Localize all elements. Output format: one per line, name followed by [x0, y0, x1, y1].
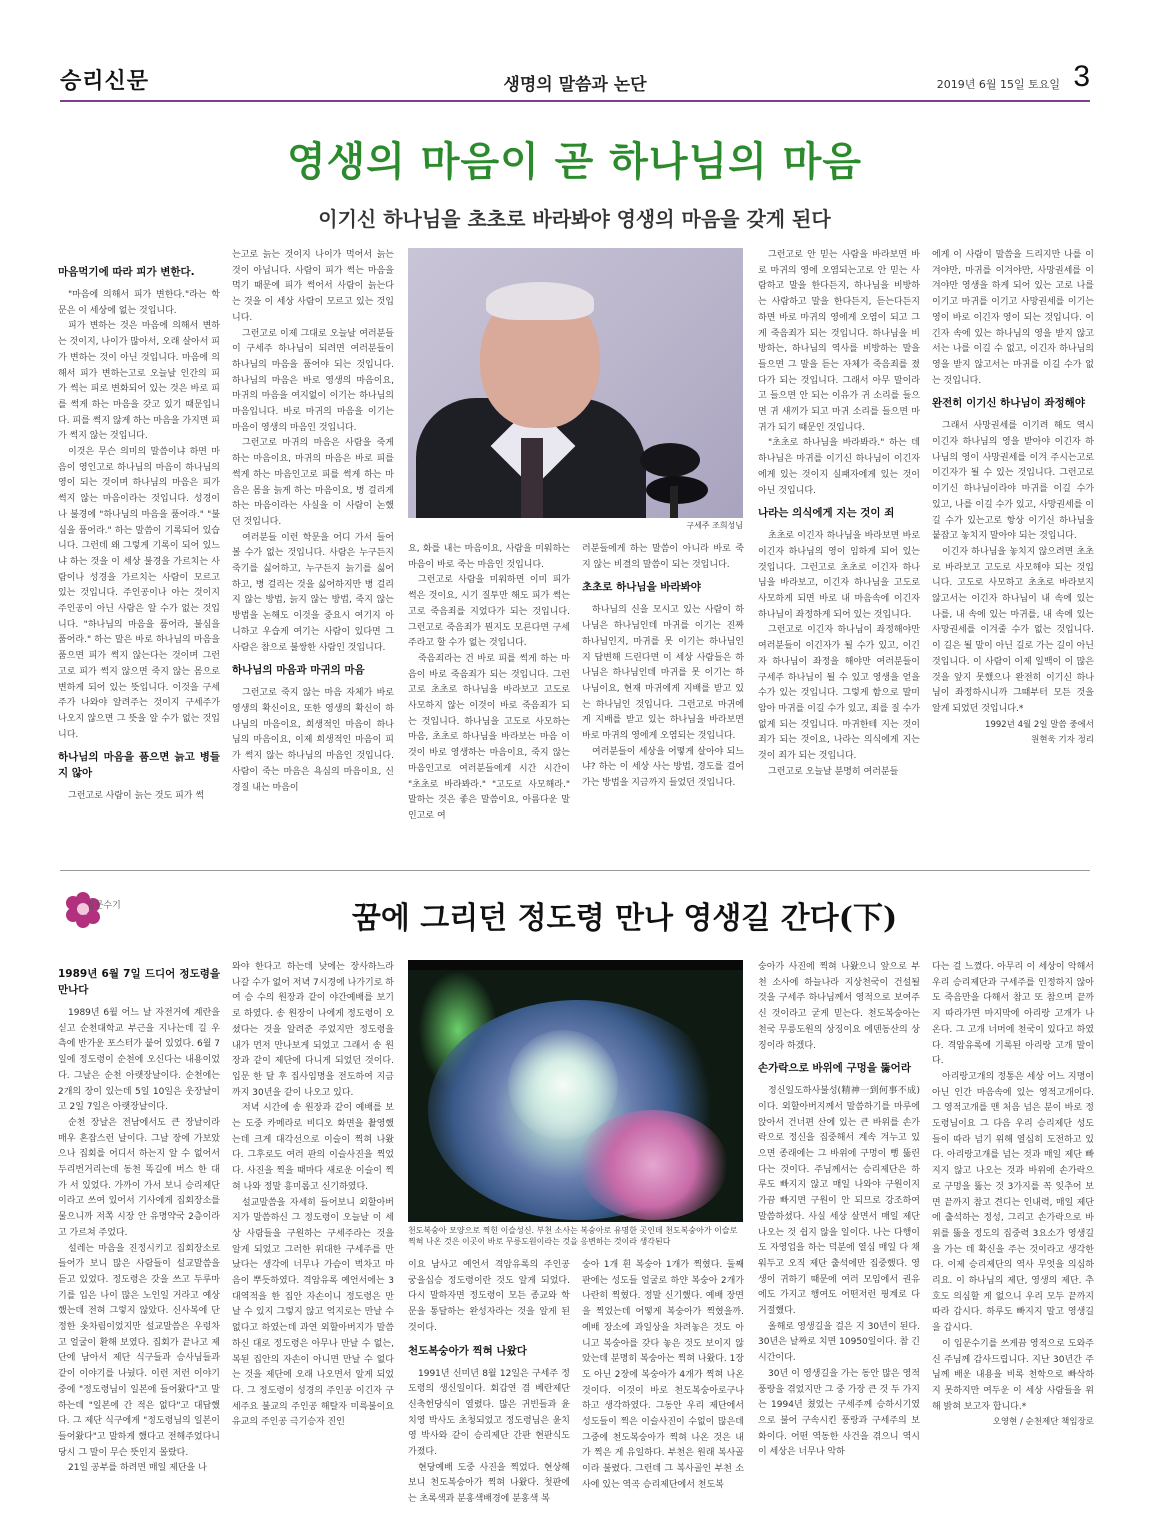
paragraph: 여러분들이 세상을 어떻게 살아야 되느냐? 하는 이 세상 사는 방법, 경도를 걸어가는 방법을 지금까지 들었던 것입니다. — [582, 746, 744, 789]
paragraph: 아리랑고개의 정통은 세상 어느 지명이 아닌 인간 마음속에 있는 영적고개이다. 그 영적고개를 맨 처음 넘은 분이 바로 정도령님이요 그 다음 우리 승리제단 성도들이 따라 넘기 위해 열심히 도전하고 있다. 아리랑고개를 넘는 것과 매일 제단 빠지지 않고 나오는 것과 바위에 손가락으로 구멍을 뚫는 것 3가지를 꼭 잊추어 보면 끝까지 참고 견디는 인내력, 매일 제단에 출석하는 정성, 그리고 손가락으로 바위를 뚫을 정도의 집중력 3요소가 영생길을 가는 데 확신을 주는 것이라고 생각한다. 이제 승리제단의 역사 무엇을 의심하리요. 이 하나님의 제단, 영생의 제단. 추호도 의심할 게 없으니 우리 모두 끝까지 따라 갑시다. 하루도 빠지지 말고 영생길을 갑시다. — [932, 1071, 1094, 1334]
paragraph: 죽음죄라는 건 바로 피를 썩게 하는 마음이 바로 죽음죄가 되는 것입니다. 그런고로 초초로 하나님을 바라보고 고도로 사모하지 않는 이것이 바로 죽음죄가 되는 것입니다. 하나님을 고도로 사모하는 마음, 초초로 하나님을 바라보는 마음 이것이 바로 영생하는 마음이요, 죽지 않는 마음인고로 여러분들에게 시간 시간이 "초초로 바라봐라." "고도로 사모해라." 말하는 것은 좋은 말씀이요, 아름다운 말인고로 여 — [408, 653, 570, 821]
byline: 오영현 / 순천제단 책임장로 — [992, 1417, 1094, 1428]
paragraph: 1991년 신미년 8월 12일은 구세주 정도령의 생신일이다. 회갑연 겸 베란제단 신축헌당식이 열렸다. 많은 귀빈들과 윤치영 박사도 초청되었고 정도령님은 윤치영 박사와 같이 승리제단 간판 현판식도 가졌다. — [408, 1368, 570, 1458]
article2-headline: 꿈에 그리던 정도령 만나 영생길 간다(下) — [351, 901, 898, 936]
paragraph: 저녁 시간에 송 원장과 같이 예배를 보는 도중 카메라로 비디오 화면을 촬영했는데 크게 대각선으로 이슬이 찍혀 나왔다. 그후로도 여러 판의 이슬사진을 찍었다. 사진을 찍을 때마다 새로운 이슬이 찍혀 나와 정말 흥미롭고 신기하였다. — [232, 1103, 394, 1192]
section-divider — [60, 870, 1090, 871]
paragraph: 러분들에게 하는 말씀이 아니라 바로 죽지 않는 비결의 말씀이 되는 것입니다. — [582, 544, 744, 570]
article2-column-5 — [758, 960, 920, 1528]
paragraph: 와야 한다고 하는데 낮에는 장사하느라 나갈 수가 없어 저녁 7시경에 나가기로 하여 승 수의 원장과 같이 야간예배를 보기로 하였다. 송 원장이 나에게 정도령이 오셨다는 것을 알려준 주었지만 정도령을 내가 먼저 만나보게 되었고 그래서 송 원장과 같이 제단에 다니게 되었던 것이다. 입문 한 달 후 집사임명을 전도하여 지금까지 30년을 같이 나오고 있다. — [232, 962, 394, 1098]
article1-column-5 — [758, 248, 920, 868]
article1-column-1 — [58, 258, 220, 868]
paragraph: 현당예배 도중 사진을 찍었다. 현상해 보니 천도복숭아가 찍혀 나왔다. 첫판에는 초록색과 분홍색배경에 분홍색 복 — [408, 1462, 570, 1505]
paragraph: 그런고로 죽지 않는 마음 자체가 바로 영생의 확신이요, 또한 영생의 확신이 하나님의 마음이요, 희생적인 마음이 하나님의 마음이요, 이제 희생적인 마음이 피가 썩지 않는 하나님의 마음인 것입니다. 사람이 죽는 마음은 욕심의 마음이요, 신경질 내는 마음이 — [232, 688, 394, 793]
dew-photo — [408, 960, 743, 1222]
subheading: 하나님의 마음과 마귀의 마음 — [232, 664, 365, 677]
paragraph: 그런고로 이긴자 하나님이 좌정해야만 여러분들이 이긴자가 될 수가 있고, 이긴자 하나님이 좌정을 해야만 여러분들이 구세주 하나님이 될 수 있고 영생을 얻을 수가 있는 것입니다. 그렇게 함으로 말미암아 마귀를 이길 수가 있고, 죄를 질 수가 없게 되는 것입니다. 마귀한테 지는 것이 죄가 되는 것이요, 나라는 의식에게 지는 것이 죄가 되는 것입니다. — [758, 625, 920, 762]
page-number: 3 — [1073, 60, 1090, 93]
article2-column-6 — [932, 960, 1094, 1528]
paragraph: 그런고로 이제 그대로 오늘날 여러분들이 구세주 하나님이 되려면 여러분들이 하나님의 마음을 품어야 되는 것입니다. 하나님의 마음은 바로 영생의 마음이요, 마귀의 마음을 여지없이 이기는 하나님의 마음입니다. 바로 마귀의 마음을 이기는 마음이 영생의 마음인 것입니다. — [232, 328, 394, 433]
paragraph: 요, 화를 내는 마음이요, 사람을 미워하는 마음이 바로 죽는 마음인 것입니다. — [408, 544, 570, 570]
paragraph: 다는 걸 느꼈다. 아무리 이 세상이 악해서 우리 승리제단과 구세주를 인정하지 않아도 죽음만을 다해서 참고 또 참으며 끝까지 따라가면 마지막에 아리랑 고개가 나온다. 그 고개 너머에 천국이 있다고 하였다. 격암유록에 기록된 아리랑 고개 말이다. — [932, 962, 1094, 1067]
speaker-photo — [408, 248, 743, 518]
paragraph: 그래서 사망권세를 이기려 해도 역시 이긴자 하나님의 영을 받아야 이긴자 하나님의 영이 사망권세를 이겨 주시는고로 이긴자가 될 수 있는 것입니다. 그런고로 이기신 하나님이라야 마귀를 이길 수가 있고, 나를 이길 수가 있고, 사망권세를 이길 수가 있는고로 항상 이기신 하나님을 붙잡고 놓치지 말아야 되는 것입니다. — [932, 421, 1094, 542]
subheading: 완전히 이기신 하나님이 좌정해야 — [932, 397, 1085, 410]
paragraph: 그런고로 사람이 늙는 것도 피가 썩 — [68, 791, 205, 802]
subheading: 나라는 의식에게 지는 것이 죄 — [758, 507, 895, 520]
paragraph: "초초로 하나님을 바라봐라." 하는 데 하나님은 마귀를 이기신 하나님이 이긴자에게 있는 것이지 실패자에게 있는 것이 아닌 것입니다. — [758, 438, 920, 496]
subheading: 1989년 6월 7일 드디어 정도령을 만나다 — [58, 968, 220, 996]
paragraph: 1989년 6월 어느 날 자전거에 계란을 싣고 순천대학교 부근을 지나는데 길 우측에 반가운 포스터가 붙어 있었다. 6월 7일에 정도령이 순천에 오신다는 내용이었다. 그날은 순천 아랫장날이다. 순천에는 2개의 장이 있는데 5일 10일은 웃장날이고 2일 7일은 아랫장날이다. — [58, 1008, 220, 1113]
column-label: 입문수기 — [86, 901, 121, 911]
paragraph: 올해로 영생길을 걸은 지 30년이 된다. 30년은 날짜로 치면 10950일이다. 참 긴 시간이다. — [758, 1321, 920, 1364]
paragraph: 초초로 이긴자 하나님을 바라보면 바로 이긴자 하나님의 영이 임하게 되어 있는 것입니다. 그런고로 초초로 이긴자 하나님을 바라보고, 이긴자 하나님을 고도로 사모하게 되면 바로 내 마음속에 이긴자 하나님이 좌정하게 되어 있는 것입니다. — [758, 531, 920, 620]
article2-column-3 — [408, 1258, 570, 1528]
byline: 1992년 4월 2일 말씀 중에서 — [985, 719, 1094, 730]
paragraph: 여러분들 이런 학문을 어디 가서 들어볼 수가 없는 것입니다. 사람은 누구든지 죽기를 싫어하고, 누구든지 늙기를 싫어하고, 병 걸리는 것을 싫어하지만 병 걸리지 않는 방법, 늙지 않는 방법, 죽지 않는 방법을 논해도 이것을 중요시 여기지 아니하고 우습게 여기는 사람이 있다면 그 사람은 참으로 불쌍한 사람인 것입니다. — [232, 532, 394, 653]
paragraph: 정신일도하사불성(精神一到何事不成)이다. 외할아버지께서 말씀하기를 마루에 앉아서 건너편 산에 있는 큰 바위를 손가락으로 정신을 집중해서 계속 겨누고 있으면 종래에는 그 바위에 구멍이 뻥 뚫린다는 것이다. 주님께서는 승리제단은 하루도 빠지지 않고 매일 나와야 구원이지 가끔 빠지면 구원이 안 되므로 강조하여 말씀하셨다. 사실 세상 살면서 매일 제단 나오는 것 쉽지 않을 일이다. 나는 다행이도 자영업을 하는 덕분에 열심 매일 다 채워두고 오직 제단 출석에만 집중했다. 영생이 귀하기 때문에 여러 모임에서 권유에도 가지고 행여도 어떤저런 핑계로 다 거절했다. — [758, 1086, 920, 1317]
article1-column-2 — [232, 248, 394, 868]
byline: 원현욱 기자 정리 — [1031, 735, 1094, 746]
subheading: 천도복숭아가 찍혀 나왔다 — [408, 1344, 527, 1357]
paragraph: 피가 변하는 것은 마음에 의해서 변하는 것이지, 나이가 많아서, 오래 살아서 피가 변하는 것이 아닌 것입니다. 마음에 의해서 피가 변하는고로 오늘날 인간의 피가 썩는 피로 변화되어 있는 것은 바로 피를 썩게 하는 마음을 갖고 있기 때문입니다. 피를 썩지 않게 하는 마음을 가지면 피가 썩지 않는 것입니다. — [58, 321, 220, 442]
subheading: 마음먹기에 따라 피가 변한다. — [58, 266, 195, 278]
article1-subheadline: 이기신 하나님을 초초로 바라봐야 영생의 마음을 갖게 된다 — [318, 207, 831, 231]
article1-column-4 — [582, 542, 744, 868]
article2-column-4 — [582, 1258, 744, 1528]
speaker-photo-caption: 구세주 조희성님 — [686, 521, 743, 530]
article2-column-2 — [232, 960, 394, 1528]
subheading: 손가락으로 바위에 구멍을 뚫어라 — [758, 1062, 911, 1075]
newspaper-name: 승리신문 — [60, 69, 150, 94]
paragraph: 숭아 1개 흰 복숭아 1개가 찍혔다. 둘째 판에는 성도들 얼굴로 하얀 복숭아 2개가 나란히 찍혔다. 정말 신기했다. 예배 장면을 찍었는데 어떻게 복숭아가 찍혔을까. 예배 장소에 과일상을 차려놓은 것도 아니고 복숭아를 갖다 놓은 것도 보이지 않았는데 분명히 복숭아는 찍혀 나왔다. 1장도 아닌 2장에 복숭아가 4개가 찍혀 나온 것이다. 이것이 바로 천도복숭아로구나 하고 생각하였다. 그동안 우리 제단에서 성도들이 찍은 이슬사진이 수없이 많은데 그중에 천도복숭아가 찍혀 나온 것은 내가 찍은 게 유일하다. 부천은 원래 복사골이라 불렸다. 그런데 그 복사골인 부천 소사에 있는 역곡 승리제단에서 천도복 — [582, 1260, 744, 1490]
paragraph: 30년 이 영생길을 가는 동안 많은 영적 풍랑을 겪었지만 그 중 가장 큰 것 두 가지는 1994년 쳤었는 구세주께 승하시기였으로 불어 구속시킨 풍랑과 구세주의 보화이다. 어떤 역동한 사건을 겪으니 역시 이 세상은 너무나 악하 — [758, 1368, 920, 1458]
paragraph: 그런고로 마귀의 마음은 사람을 죽게 하는 마음이요, 마귀의 마음은 바로 피를 썩게 하는 마음인고로 피를 썩게 하는 마음은 몸을 늙게 하는 마음이요, 병 걸리게 하는 마음이라는 사실을 이 사람이 논했던 것입니다. — [232, 438, 394, 527]
paragraph: 21일 공부를 하려면 매일 제단을 나 — [68, 1463, 207, 1474]
paragraph: 그런고로 오늘날 분명히 여러분들 — [768, 766, 899, 777]
paragraph: 하나님의 신을 모시고 있는 사람이 하나님은 하나님인데 마귀를 이기는 진짜 하나님인지, 마귀를 못 이기는 하나님인지 답변해 드린다면 이 세상 사람들은 하나님은 하나님인데 마귀를 못 이기는 하나님이요, 현재 마귀에게 지배를 받고 있는 하나님인 것입니다. 그런고로 마귀에게 지배를 받고 있는 하나님을 바라보면 바로 마귀의 영에게 오염되는 것입니다. — [582, 605, 744, 742]
paragraph: 이 입문수기를 쓰게끔 영적으로 도와주신 주님께 감사드립니다. 지난 30년간 주님께 배운 내용을 비록 천학으로 빠삭하지 못하지만 여두운 이 세상 사람들을 위해 밝혀 보고자 합니다.* — [932, 1338, 1094, 1412]
paragraph: 숭아가 사진에 찍혀 나왔으니 앞으로 부천 소사에 하늘나라 지상천국이 건설될 것을 구세주 하나님께서 영적으로 보여주신 것이라고 굳게 믿는다. 천도복숭아는 천국 무릉도원의 상징이요 에덴동산의 상징이라 하겠다. — [758, 962, 920, 1051]
subheading: 초초로 하나님을 바라봐야 — [582, 581, 701, 594]
paragraph: 그런고로 안 믿는 사람을 바라보면 바로 마귀의 영에 오염되는고로 안 믿는 사람하고 말을 한다든지, 하나님을 비방하는 사람하고 말을 한다든지, 듣는다든지 하면 바로 마귀의 영에게 오염이 되고 그게 죽음죄가 되는 것입니다. 하나님을 비방하는, 하나님의 역사를 비방하는 말을 들으면 그 말을 듣는 자체가 죽음죄를 졌다가 되는 것입니다. 그래서 아무 말이라고 들으면 안 되는 이유가 귀 소리를 들으면 귀 새끼가 되고 마귀 소리를 들으면 마귀가 되기 때문인 것입니다. — [758, 250, 920, 433]
paragraph: 설레는 마음을 진정시키고 집회장소로 들어가 보니 많은 사람들이 설교말씀을 듣고 있었다. 정도령은 갓을 쓰고 두루마기를 입은 나이 많은 노인일 거라고 예상했는데 전혀 그렇지 않았다. 신사복에 단정한 옷차림이었지만 설교말씀은 우렁차고 얼굴이 환해 보였다. 집회가 끝나고 제단에 남아서 제단 식구들과 승사님들과 같이 이야기를 나눴다. 이런 저런 이야기 중에 "정도령님이 일본에 들어왔다"고 말하는데 "일본에 간 적은 없다"고 대답했다. 그 제단 식구에게 "정도령님의 일본이 들어왔다"고 말하게 했다고 전해주었다니 당시 그 말이 무슨 뜻인지 몰랐다. — [58, 1243, 220, 1458]
paragraph: 이것은 무슨 의미의 말씀이냐 하면 마음이 영인고로 하나님의 마음이 하나님의 영이 되는 것이며 하나님의 마음은 피가 썩지 않는 마음이라는 것입니다. 성경이나 불경에 "하나님의 마음을 품어라." "불심을 품어라." 하는 말씀이 기록되어 있습니다. 그런데 왜 그렇게 기록이 되어 있느냐 하는 것을 이 세상 불경을 가르치는 사람이나 성경을 가르치는 사람이 모르고 있는 것입니다. 주인공이나 아는 것이지 주인공이 아닌 사람은 알 수가 없는 것입니다. "하나님의 마음을 품어라, 불심을 품어라." 하는 말은 바로 하나님의 마음을 품으면 피가 썩지 않는다는 것이며 그런고로 피가 썩지 않으면 죽지 않는 몸으로 변하게 되어 있는 뜻입니다. 이것을 구세주가 나와야 알려주는 것이지 구세주가 나오지 않으면 그 뜻을 알 수가 없는 것입니다. — [58, 447, 220, 740]
paragraph: 이긴자 하나님을 놓치지 않으려면 초초로 바라보고 고도로 사모해야 되는 것입니다. 고도로 사모하고 초초로 바라보지 않고서는 이긴자 하나님이 내 속에 있는 나를, 내 속에 있는 마귀를, 내 속에 있는 사망권세를 이겨줄 수가 없는 것입니다. 이 길은 될 말이 아닌 길로 가는 길이 아닌 것입니다. 이 사람이 이제 일백이 이 많은 것을 앞지 못했으나 완전히 이기신 하나님이 좌정하시니까 그때부터 모든 것을 알게 되었던 것입니다.* — [932, 546, 1094, 714]
paragraph: 설교말씀을 자세히 들어보니 외할아버지가 말씀하신 그 정도령이 오늘날 이 세상 사람들을 구원하는 구세주라는 것을 알게 되었고 그러한 위대한 구세주를 만났다는 생각에 너무나 가슴이 벅차고 마음이 뿌듯하였다. 격암유록 예언서에는 3대역적을 한 집안 자손이니 정도령은 만날 수 있지 그렇지 않고 억지로는 만날 수 없다고 하였는데 과연 외할아버지가 말씀하신 대로 정도령은 아무나 만날 수 없는, 복된 집안의 자손이 아니면 만날 수 없다는 것을 제단에 오래 나오면서 알게 되었다. 그 정도령이 성경의 주인공 이긴자 구세주요 불교의 주인공 해탈자 미륵불이요 유교의 주인공 극기승자 진인 — [232, 1197, 394, 1428]
paragraph: 그런고로 사람을 미워하면 이미 피가 썩은 것이요, 시기 질투만 해도 피가 썩는고로 죽음죄를 지었다가 되는 것입니다. 그런고로 죽음죄가 뭔지도 모른다면 구세주라고 할 수가 없는 것입니다. — [408, 575, 570, 649]
paragraph: 는고로 늙는 것이지 나이가 먹어서 늙는 것이 아닙니다. 사람이 피가 썩는 마음을 먹기 때문에 피가 썩어서 사람이 늙는다는 것을 이 세상 사람이 모르고 있는 것입니다. — [232, 250, 394, 323]
paragraph: 이요 남사고 예언서 격암유록의 주인공 궁을십승 정도령이란 것도 알게 되었다. 다시 말하자면 정도령이 모든 종교와 학문을 통달하는 완성자라는 것을 알게 된 것이다. — [408, 1260, 570, 1333]
dew-photo-caption: 천도복숭아 모양으로 찍힌 이슬성신. 부천 소사는 복숭아로 유명한 곳인데 천도복숭아가 이슬로 찍혀 나온 것은 이곳이 바로 무릉도원이라는 것을 응변하는 것이라 생각된다 — [408, 1226, 738, 1246]
paragraph: "마음에 의해서 피가 변한다."라는 학문은 이 세상에 없는 것입니다. — [58, 290, 220, 316]
issue-date: 2019년 6월 15일 토요일 — [936, 78, 1060, 91]
article1-column-3 — [408, 542, 570, 868]
article1-column-6 — [932, 248, 1094, 868]
paragraph: 순천 장날은 전남에서도 큰 장날이라 매우 혼잡스런 날이다. 그날 장에 가보았으나 집회를 어디서 하는지 알 수 없어서 두리번거리는데 동천 똑길에 버스 한 대가 서 있었다. 가까이 가서 보니 승리제단이라고 쓰여 있어서 기사에게 집회장소를 물으니까 저쪽 시장 안 유명약국 2층이라고 가르쳐 주었다. — [58, 1117, 220, 1238]
article1-headline: 영생의 마음이 곧 하나님의 마음 — [286, 138, 863, 185]
paragraph: 에게 이 사람이 말씀을 드리지만 나를 이겨야만, 마귀를 이겨야만, 사망권세를 이겨야만 영생을 하게 되어 있는 고로 나를 이기고 마귀를 이기고 사망권세를 이기는 영이 바로 이긴자 영이 되는 것입니다. 이긴자 속에 있는 하나님의 영을 받지 않고서는 나를 이길 수 없고, 이긴자 하나님의 영을 받지 않고서는 마귀를 이길 수가 없는 것입니다. — [932, 250, 1094, 386]
section-title: 생명의 말씀과 논단 — [503, 75, 647, 95]
masthead — [60, 58, 1090, 102]
article2-column-1 — [58, 960, 220, 1528]
subheading: 하나님의 마음을 품으면 늙고 병들지 않아 — [58, 751, 220, 780]
